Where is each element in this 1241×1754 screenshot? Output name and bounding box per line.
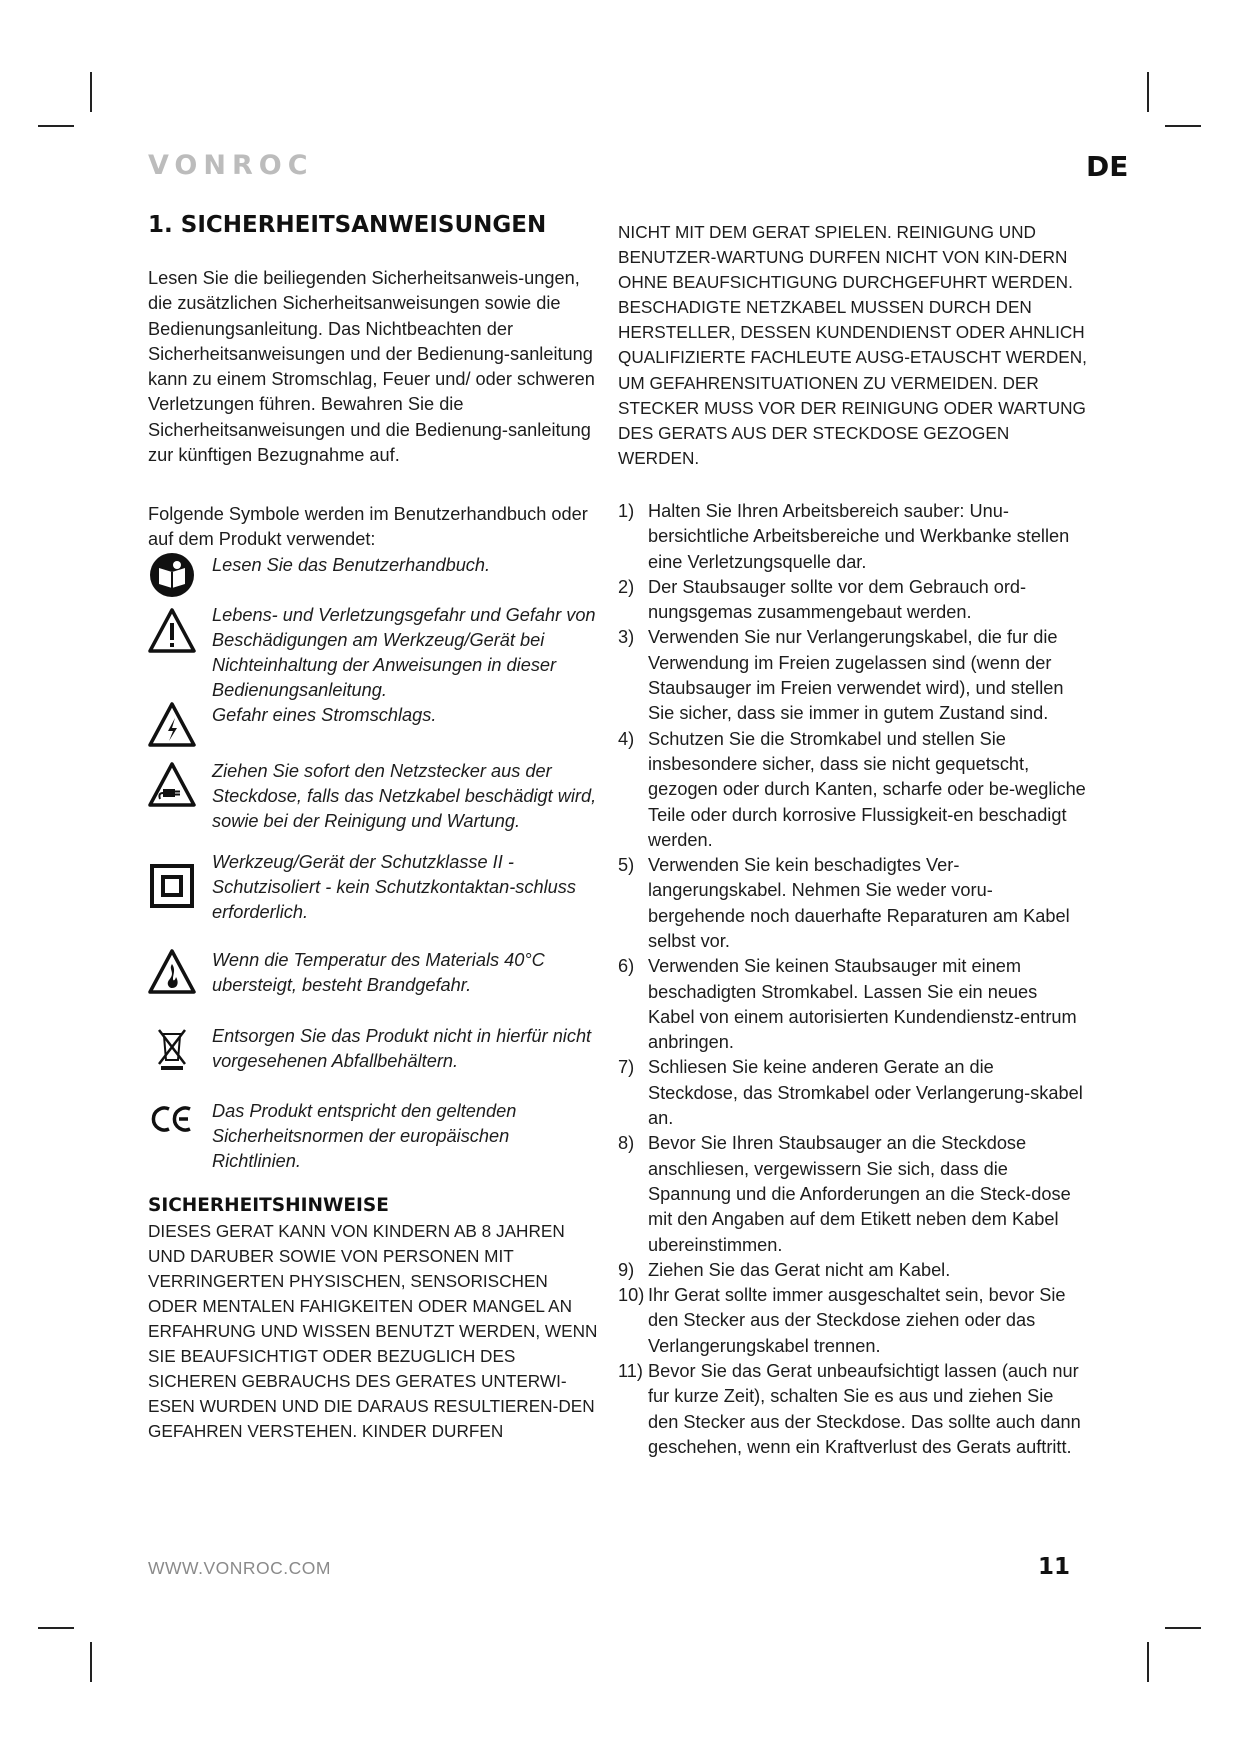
- rule-item: [618, 575, 1088, 626]
- crop-mark: [1147, 72, 1149, 112]
- left-column: [148, 212, 598, 1444]
- rule-text: Bevor Sie Ihren Staubsauger an die Steckdose anschliesen, vergewissern Sie sich, dass die Spannung und die Anforderungen an die Steck-dose mit den Angaben auf dem Etikett neben dem Kabel ubereinstimmen.: [648, 1133, 1071, 1255]
- unplug-icon: [148, 761, 196, 809]
- safety-rules-list: [618, 499, 1088, 1460]
- crop-mark: [1165, 1627, 1201, 1629]
- rule-text: Halten Sie Ihren Arbeitsbereich sauber: Unu-bersichtliche Arbeitsbereiche und Werkbanke stellen eine Verletzungsquelle dar.: [648, 500, 1070, 572]
- symbol-row: [148, 703, 598, 759]
- symbol-row: [148, 603, 598, 703]
- symbol-text: Gefahr eines Stromschlags.: [212, 704, 437, 725]
- crop-mark: [1165, 125, 1201, 127]
- rule-item: [618, 1258, 1088, 1283]
- brand-logo: VONROC: [148, 150, 314, 181]
- rule-text: Verwenden Sie kein beschadigtes Ver-langerungskabel. Nehmen Sie weder voru-bergehende noch dauerhafte Reparaturen am Kabel selbst vor.: [648, 855, 1070, 951]
- symbol-text: Entsorgen Sie das Produkt nicht in hierfür nicht vorgesehenen Abfallbehältern.: [212, 1025, 592, 1071]
- rule-number: 9): [618, 1259, 635, 1280]
- symbol-row: [148, 759, 598, 850]
- rule-text: Schutzen Sie die Stromkabel und stellen Sie insbesondere sicher, dass sie nicht gequetscht, gezogen oder durch Kanten, scharfe oder be-wegliche Teile oder durch korrosive Flussigkeit-en beschadigt werden.: [648, 728, 1086, 850]
- symbol-row: [148, 1099, 598, 1193]
- symbol-text: Das Produkt entspricht den geltenden Sicherheitsnormen der europäischen Richtlinien.: [212, 1100, 517, 1172]
- crop-mark: [1147, 1642, 1149, 1682]
- rule-text: Ihr Gerat sollte immer ausgeschaltet sein, bevor Sie den Stecker aus der Steckdose ziehen oder das Verlangerungskabel trennen.: [648, 1285, 1066, 1356]
- symbol-row: [148, 553, 598, 603]
- electric-shock-icon: [148, 701, 196, 749]
- warning-icon: [148, 607, 196, 655]
- crop-mark: [38, 1627, 74, 1629]
- safety-heading: SICHERHEITSHINWEISE: [148, 1194, 389, 1216]
- rule-item: [618, 1131, 1088, 1257]
- crop-mark: [90, 1642, 92, 1682]
- language-code: DE: [1086, 150, 1129, 183]
- symbol-text: Lesen Sie das Benutzerhandbuch.: [212, 554, 491, 575]
- class-ii-icon: [148, 862, 196, 910]
- section-title: 1. SICHERHEITSANWEISUNGEN: [148, 212, 547, 238]
- rule-item: [618, 499, 1088, 575]
- intro-paragraph: Lesen Sie die beiliegenden Sicherheitsanweis-ungen, die zusätzlichen Sicherheitsanweisungen sowie die Bedienungsanleitung. Das Nichtbeachten der Sicherheitsanweisungen und der Bedienung-sanleitung kann zu einem Stromschlag, Feuer und/ oder schweren Verletzungen führen. Bewahren Sie die Sicherheitsanweisungen und die Bedienung-sanleitung zur künftigen Bezugnahme auf.: [148, 268, 595, 466]
- symbol-row: [148, 850, 598, 948]
- crop-mark: [90, 72, 92, 112]
- page-number: 11: [1038, 1554, 1071, 1580]
- rule-item: [618, 954, 1088, 1055]
- fire-hazard-icon: [148, 948, 196, 996]
- rule-number: 10): [618, 1285, 645, 1306]
- rule-number: 8): [618, 1133, 635, 1154]
- rule-item: [618, 1055, 1088, 1131]
- right-column: [618, 220, 1088, 1460]
- rule-number: 2): [618, 576, 635, 597]
- symbol-row: [148, 948, 598, 1024]
- rule-number: 11): [618, 1361, 643, 1382]
- symbol-row: [148, 1024, 598, 1099]
- rule-text: Bevor Sie das Gerat unbeaufsichtigt lassen (auch nur fur kurze Zeit), schalten Sie es aus und ziehen Sie den Stecker aus der Steckdose. Das sollte auch dann geschehen, wenn ein Kraftverlust des Gerats auftritt.: [648, 1361, 1081, 1457]
- crop-mark: [38, 125, 74, 127]
- safety-caps-left: DIESES GERAT KANN VON KINDERN AB 8 JAHREN UND DARUBER SOWIE VON PERSONEN MIT VERRINGERTEN PHYSISCHEN, SENSORISCHEN ODER MENTALEN FAHIGKEITEN ODER MANGEL AN ERFAHRUNG UND WISSEN BENUTZT WERDEN, WENN SIE BEAUFSICHTIGT ODER BEZUGLICH DES SICHEREN GEBRAUCHS DES GERATES UNTERWI-ESEN WURDEN UND DIE DARAUS RESULTIEREN-DEN GEFAHREN VERSTEHEN. KINDER DURFEN: [148, 1220, 598, 1442]
- rule-number: 7): [618, 1057, 635, 1078]
- rule-text: Ziehen Sie das Gerat nicht am Kabel.: [648, 1259, 951, 1280]
- rule-text: Schliesen Sie keine anderen Gerate an die Steckdose, das Stromkabel oder Verlangerung-skabel an.: [648, 1057, 1083, 1129]
- safety-caps-right: NICHT MIT DEM GERAT SPIELEN. REINIGUNG UND BENUTZER-WARTUNG DURFEN NICHT VON KIN-DERN OHNE BEAUFSICHTIGUNG DURCHGEFUHRT WERDEN. BESCHADIGTE NETZKABEL MUSSEN DURCH DEN HERSTELLER, DESSEN KUNDENDIENST ODER AHNLICH QUALIFIZIERTE FACHLEUTE AUSG-ETAUSCHT WERDEN, UM GEFAHRENSITUATIONEN ZU VERMEIDEN. DER STECKER MUSS VOR DER REINIGUNG ODER WARTUNG DES GERATS AUS DER STECKDOSE GEZOGEN WERDEN.: [618, 222, 1087, 468]
- rule-number: 4): [618, 728, 635, 749]
- rule-text: Der Staubsauger sollte vor dem Gebrauch ord-nungsgemas zusammengebaut werden.: [648, 576, 1027, 623]
- rule-number: 6): [618, 956, 635, 977]
- rule-number: 3): [618, 627, 635, 648]
- symbol-text: Lebens- und Verletzungsgefahr und Gefahr von Beschädigungen am Werkzeug/Gerät bei Nichteinhaltung der Anweisungen in dieser Bedienungsanleitung.: [212, 604, 596, 701]
- weee-bin-icon: [148, 1024, 196, 1072]
- rule-item: [618, 1359, 1088, 1460]
- rule-item: [618, 727, 1088, 853]
- rule-number: 5): [618, 855, 635, 876]
- symbol-text: Ziehen Sie sofort den Netzstecker aus der Steckdose, falls das Netzkabel beschädigt wird, sowie bei der Reinigung und Wartung.: [212, 760, 597, 832]
- symbol-text: Wenn die Temperatur des Materials 40°C ubersteigt, besteht Brandgefahr.: [212, 949, 545, 995]
- symbols-intro: Folgende Symbole werden im Benutzerhandbuch oder auf dem Produkt verwendet:: [148, 504, 588, 550]
- rule-number: 1): [618, 500, 635, 521]
- symbol-text: Werkzeug/Gerät der Schutzklasse II - Schutzisoliert - kein Schutzkontaktan-schluss erforderlich.: [212, 851, 576, 923]
- rule-item: [618, 1283, 1088, 1359]
- read-manual-icon: [148, 551, 196, 599]
- rule-text: Verwenden Sie keinen Staubsauger mit einem beschadigten Stromkabel. Lassen Sie ein neues Kabel von einem autorisierten Kundendienstz-entrum anbringen.: [648, 956, 1077, 1053]
- ce-mark-icon: [148, 1095, 196, 1143]
- rule-item: [618, 853, 1088, 954]
- rule-item: [618, 625, 1088, 726]
- rule-text: Verwenden Sie nur Verlangerungskabel, die fur die Verwendung im Freien zugelassen sind (wenn der Staubsauger im Freien verwendet wird), und stellen Sie sicher, dass sie immer in gutem Zustand sind.: [648, 627, 1064, 724]
- footer-url: WWW.VONROC.COM: [148, 1558, 331, 1578]
